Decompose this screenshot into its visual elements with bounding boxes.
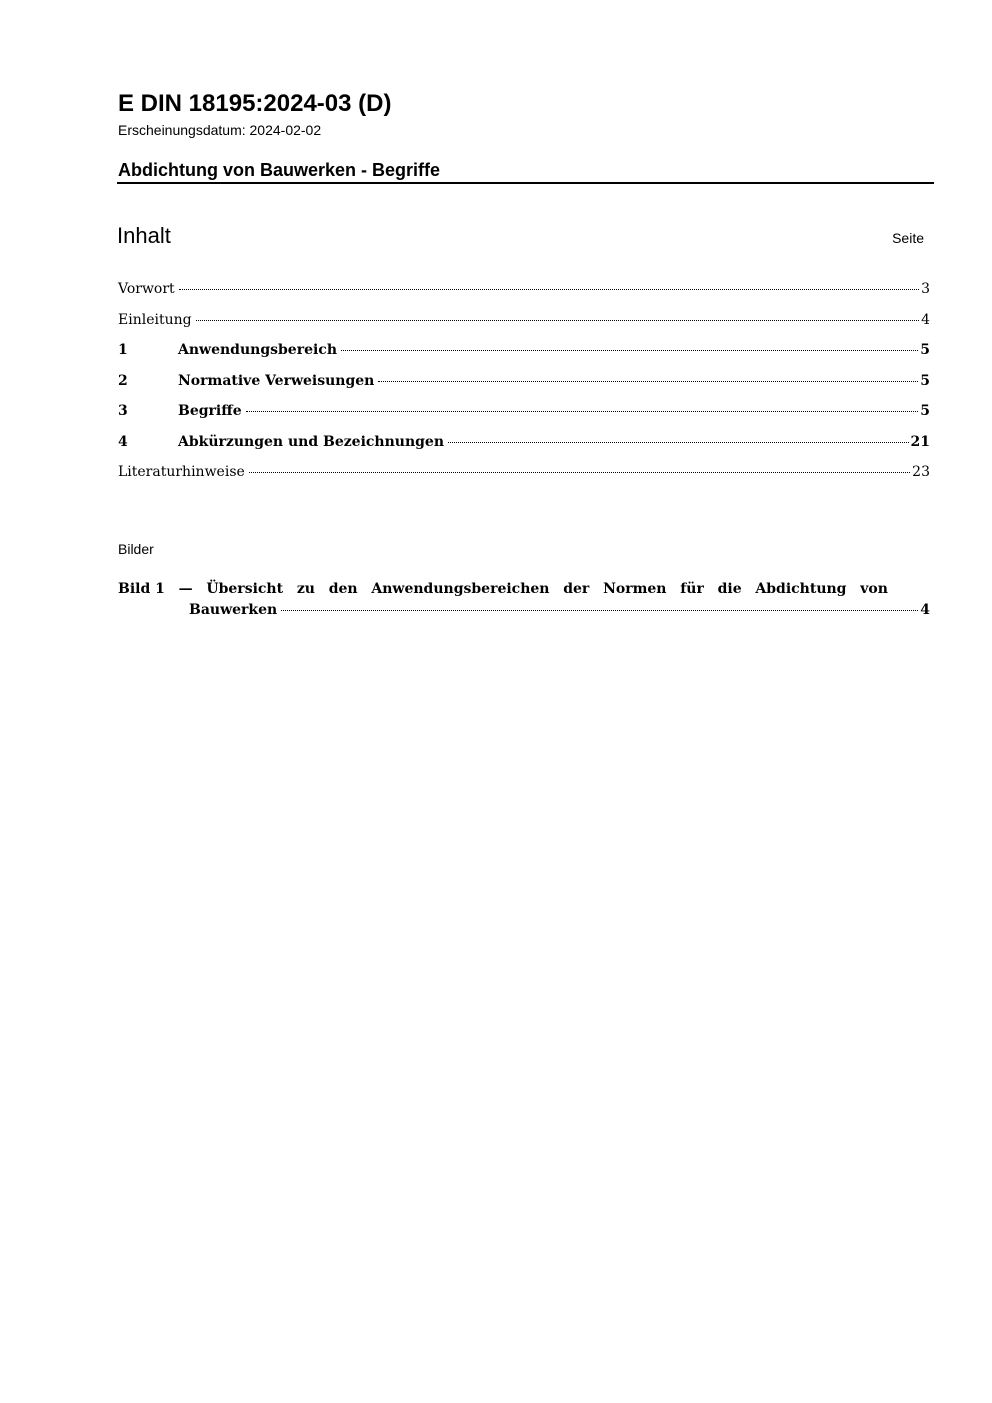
table-of-contents [118,279,930,493]
toc-entry-literaturhinweise[interactable] [118,462,930,493]
toc-dot-leader [378,381,918,382]
toc-entry-number: 3 [118,403,128,419]
figure-label: Bild 1 [118,581,165,597]
toc-dot-leader [448,442,909,443]
toc-entry-title: Vorwort [118,281,175,297]
toc-entry-title: Einleitung [118,311,192,328]
figure-title-word: Anwendungsbereichen [371,581,550,597]
toc-entry-page: 5 [920,372,930,389]
toc-entry-section-1[interactable] [118,340,930,371]
toc-entry-page: 3 [921,281,930,297]
figure-entry-first-line [118,579,888,600]
title-divider [117,182,934,184]
toc-dot-leader [341,350,918,351]
toc-dot-leader [196,320,920,321]
toc-entry-page: 21 [910,433,930,450]
toc-entry-section-2[interactable] [118,371,930,402]
toc-entry-title: Begriffe [178,403,242,419]
toc-entry-title: Literaturhinweise [118,464,245,480]
toc-dot-leader [179,289,919,290]
figure-title-word: Abdichtung [755,581,847,597]
toc-entry-title: Abkürzungen und Bezeichnungen [178,433,445,450]
figure-title-word: die [717,581,742,597]
figures-heading: Bilder [118,541,154,557]
page-column-label: Seite [892,230,924,246]
publication-date: Erscheinungsdatum: 2024-02-02 [118,122,322,138]
toc-entry-page: 4 [921,311,930,328]
toc-entry-number: 4 [118,433,128,450]
figure-title-word: für [680,581,704,597]
toc-entry-title: Normative Verweisungen [178,372,375,389]
document-title: Abdichtung von Bauwerken - Begriffe [118,160,441,180]
figure-title-word: von [860,581,888,597]
toc-entry-section-4[interactable] [118,432,930,463]
figure-title-word: den [328,581,358,597]
toc-entry-section-3[interactable] [118,401,930,432]
figure-title-word: zu [296,581,315,597]
toc-entry-page: 5 [920,342,930,358]
toc-dot-leader [281,610,918,611]
toc-entry-title: Anwendungsbereich [178,342,337,358]
toc-heading: Inhalt [117,223,171,248]
toc-entry-number: 2 [118,372,128,389]
figure-title-word: der [563,581,590,597]
toc-entry-page: 23 [912,464,930,480]
figure-dash: — [178,581,193,597]
toc-entry-number: 1 [118,342,128,358]
toc-entry-einleitung[interactable] [118,310,930,341]
figure-entry-bild-1[interactable] [118,579,930,621]
figure-page: 4 [920,602,930,618]
toc-dot-leader [246,411,919,412]
figure-title-word: Übersicht [206,581,284,597]
toc-entry-vorwort[interactable] [118,279,930,310]
toc-entry-page: 5 [920,403,930,419]
figure-title-continuation: Bauwerken [189,602,278,618]
document-id: E DIN 18195:2024-03 (D) [118,90,392,117]
toc-dot-leader [249,472,910,473]
figure-title-word: Normen [603,581,667,597]
figure-entry-second-line [118,600,930,621]
